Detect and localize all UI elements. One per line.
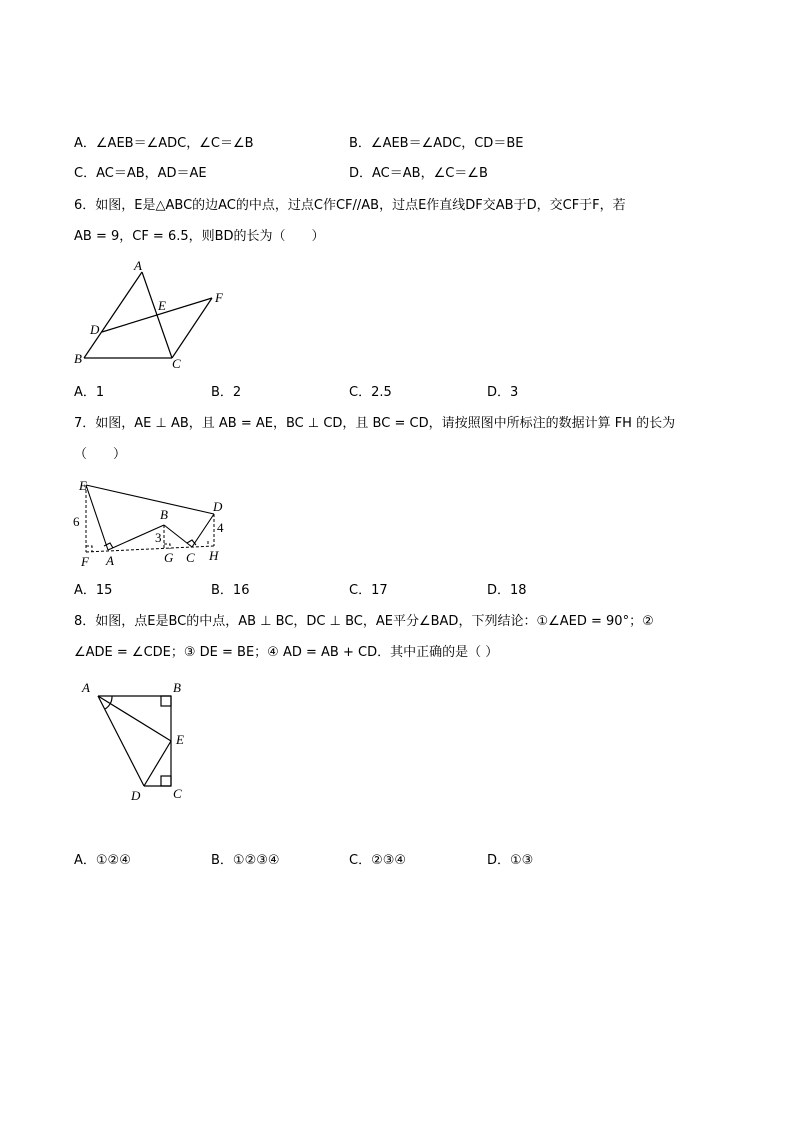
q8-label-A: A (82, 680, 90, 695)
q7-option-a: A．15 (74, 583, 113, 598)
q6-stem-line1: 6．如图，E是△ABC的边AC的中点，过点C作CF//AB，过点E作直线DF交AB于D，交CF于F，若 (74, 198, 626, 213)
q8-label-B: B (173, 680, 181, 695)
q5-option-c: C．AC＝AB，AD＝AE (74, 166, 207, 181)
q8-option-b: B．①②③④ (211, 853, 280, 868)
q8-label-C: C (173, 786, 182, 801)
q6-label-E: E (158, 298, 166, 313)
q7-length-3: 3 (155, 530, 162, 545)
q6-figure (72, 258, 232, 368)
q7-stem-line1: 7．如图，AE ⊥ AB，且 AB = AE，BC ⊥ CD，且 BC = CD，请按照图中所标注的数据计算 FH 的长为 (74, 416, 676, 431)
q8-stem-line1: 8．如图，点E是BC的中点，AB ⊥ BC，DC ⊥ BC，AE平分∠BAD，下列结论：①∠AED = 90°；② (74, 614, 654, 629)
q6-label-F: F (215, 290, 223, 305)
q5-option-a: A．∠AEB＝∠ADC，∠C＝∠B (74, 136, 254, 151)
q7-option-d: D．18 (487, 583, 527, 598)
q8-figure (76, 678, 206, 803)
q5-option-b: B．∠AEB＝∠ADC，CD＝BE (349, 136, 524, 151)
q6-option-a: A．1 (74, 385, 105, 400)
q8-label-E: E (176, 732, 184, 747)
q7-option-c: C．17 (349, 583, 388, 598)
q7-stem-line2: （ ） (74, 447, 127, 462)
q6-label-D: D (90, 322, 100, 337)
q8-option-a: A．①②④ (74, 853, 131, 868)
q7-label-G: G (164, 550, 174, 565)
q6-label-C: C (172, 356, 181, 368)
q7-label-A: A (106, 553, 114, 566)
q7-label-C: C (186, 550, 195, 565)
q5-option-d: D．AC＝AB，∠C＝∠B (349, 166, 488, 181)
q7-label-F: F (81, 554, 89, 566)
q6-option-b: B．2 (211, 385, 242, 400)
q7-figure (72, 474, 232, 566)
q6-option-d: D．3 (487, 385, 519, 400)
q7-length-4: 4 (217, 520, 224, 535)
q7-label-E: E (79, 478, 87, 493)
q7-option-b: B．16 (211, 583, 250, 598)
q6-label-B: B (74, 351, 82, 366)
q7-label-B: B (160, 507, 168, 522)
q8-stem-line2: ∠ADE = ∠CDE；③ DE = BE；④ AD = AB + CD．其中正确的是（ ） (74, 645, 499, 660)
q8-option-d: D．①③ (487, 853, 534, 868)
q7-length-6: 6 (73, 514, 80, 529)
q7-label-D: D (213, 499, 223, 514)
q8-option-c: C．②③④ (349, 853, 407, 868)
q6-option-c: C．2.5 (349, 385, 392, 400)
q8-label-D: D (131, 788, 141, 803)
q6-stem-line2: AB = 9，CF = 6.5，则BD的长为（ ） (74, 229, 325, 244)
q6-label-A: A (134, 258, 142, 273)
q7-label-H: H (209, 548, 219, 563)
